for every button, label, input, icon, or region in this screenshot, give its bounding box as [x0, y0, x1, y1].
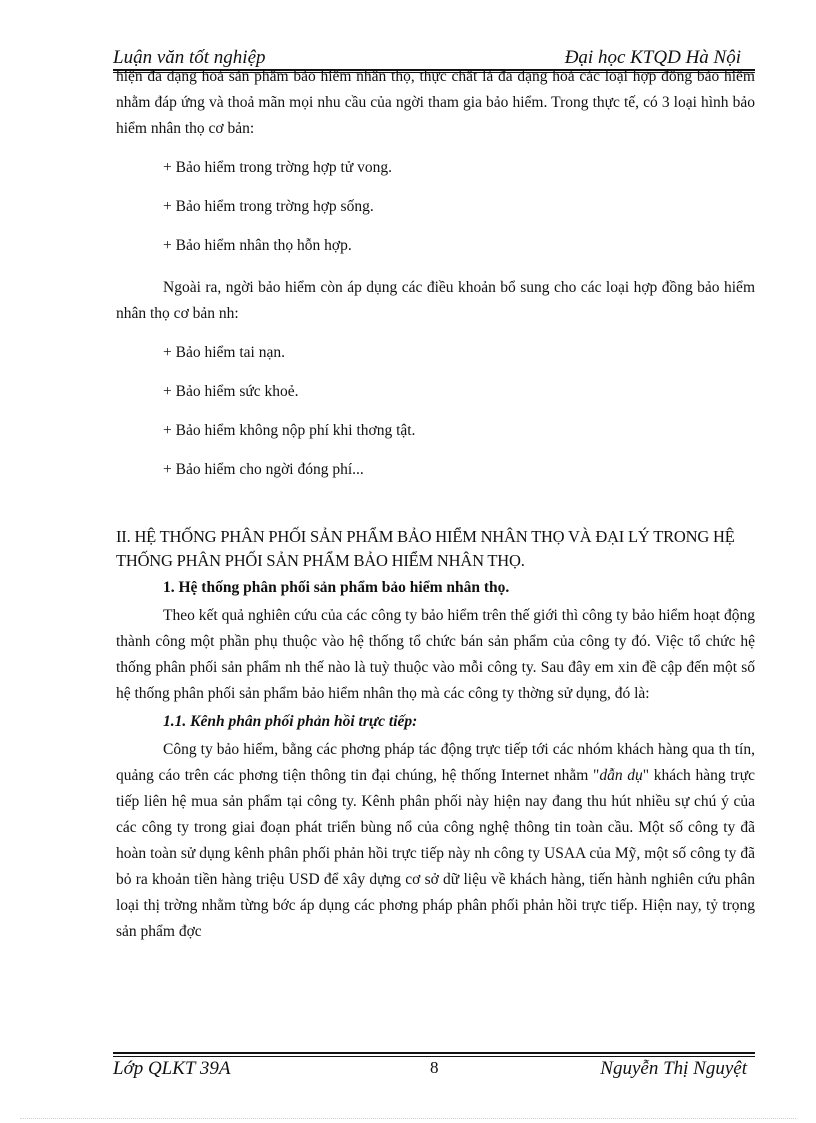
list-item-type-1: + Bảo hiểm trong trờng hợp tử vong. — [163, 159, 392, 176]
section-heading: II. HỆ THỐNG PHÂN PHỐI SẢN PHẨM BẢO HIỂM NHÂN THỌ VÀ ĐẠI LÝ TRONG HỆ THỐNG PHÂN PHỐI SẢN PHẨM BẢO HIỂM NHÂN THỌ. — [116, 527, 735, 570]
paragraph-direct-channel-end: " khách hàng trực tiếp liên hệ mua sản phẩm tại công ty. Kênh phân phối này hiện nay đang thu hút nhiều sự chú ý của các công ty trong giai đoạn phát triển bùng nổ của công nghệ thông tin toàn cầu. Một số công ty đã hoàn toàn sử dụng kênh phân phối phản hồi trực tiếp này nh công ty USAA của Mỹ, một số công ty đã bỏ ra khoản tiền hàng triệu USD để xây dựng cơ sở dữ liệu về khách hàng, tiến hành nghiên cứu phân loại thị trờng nhằm từng bớc áp dụng các phơng pháp phân phối phản hồi trực tiếp. Hiện nay, tỷ trọng sản phẩm đợc — [116, 767, 755, 940]
paragraph-riders-intro: Ngoài ra, ngời bảo hiểm còn áp dụng các điều khoản bổ sung cho các loại hợp đồng bảo hiểm nhân thọ cơ bản nh: — [116, 279, 755, 322]
page-footer — [113, 1058, 755, 1080]
subsubsection-heading: 1.1. Kênh phân phối phản hồi trực tiếp: — [163, 713, 418, 730]
header-university: Đại học KTQD Hà Nội — [564, 47, 741, 68]
paragraph-direct-channel — [116, 737, 755, 945]
paragraph-intro: hiện đa dạng hoá sản phẩm bảo hiểm nhân thọ, thực chất là đa dạng hoá các loại hợp đồng bảo hiểm nhằm đáp ứng và thoả mãn mọi nhu cầu của ngời tham gia bảo hiểm. Trong thực tế, có 3 loại hình bảo hiểm nhân thọ cơ bản: — [116, 68, 755, 137]
list-item-type-3: + Bảo hiểm nhân thọ hỗn hợp. — [163, 237, 352, 254]
footer-rule-thin — [113, 1056, 755, 1057]
footer-author: Nguyễn Thị Nguyệt — [600, 1058, 747, 1079]
footer-class: Lớp QLKT 39A — [113, 1058, 231, 1079]
list-item-rider-3: + Bảo hiểm không nộp phí khi thơng tật. — [163, 422, 416, 439]
page-number: 8 — [430, 1058, 439, 1077]
list-item-rider-1: + Bảo hiểm tai nạn. — [163, 344, 285, 361]
header-thesis-label: Luận văn tốt nghiệp — [113, 47, 266, 68]
footer-rule — [113, 1052, 755, 1054]
list-item-rider-4: + Bảo hiểm cho ngời đóng phí... — [163, 461, 364, 478]
list-item-rider-2: + Bảo hiểm sức khoẻ. — [163, 383, 299, 400]
paragraph-distribution: Theo kết quả nghiên cứu của các công ty bảo hiểm trên thế giới thì công ty bảo hiểm hoạt động thành công một phần phụ thuộc vào hệ thống tổ chức bán sản phẩm của công ty đó. Việc tổ chức hệ thống phân phối sản phẩm nh thế nào là tuỳ thuộc vào mỗi công ty. Sau đây em xin đề cập đến một số hệ thống phân phối sản phẩm bảo hiểm nhân thọ mà các công ty thờng sử dụng, đó là: — [116, 607, 755, 702]
page-edge-dotted-line — [20, 1118, 796, 1119]
paragraph-direct-channel-start: Công ty bảo hiểm, bằng các phơng pháp tác động trực tiếp tới các nhóm khách hàng qua th tín, quảng cáo trên các phơng tiện thông tin đại chúng, hệ thống Internet nhằm " — [116, 741, 755, 784]
quoted-term: dẫn dụ — [599, 767, 643, 784]
subsection-heading: 1. Hệ thống phân phối sản phẩm bảo hiểm nhân thọ. — [163, 579, 510, 596]
list-item-type-2: + Bảo hiểm trong trờng hợp sống. — [163, 198, 374, 215]
page-body — [116, 64, 755, 945]
